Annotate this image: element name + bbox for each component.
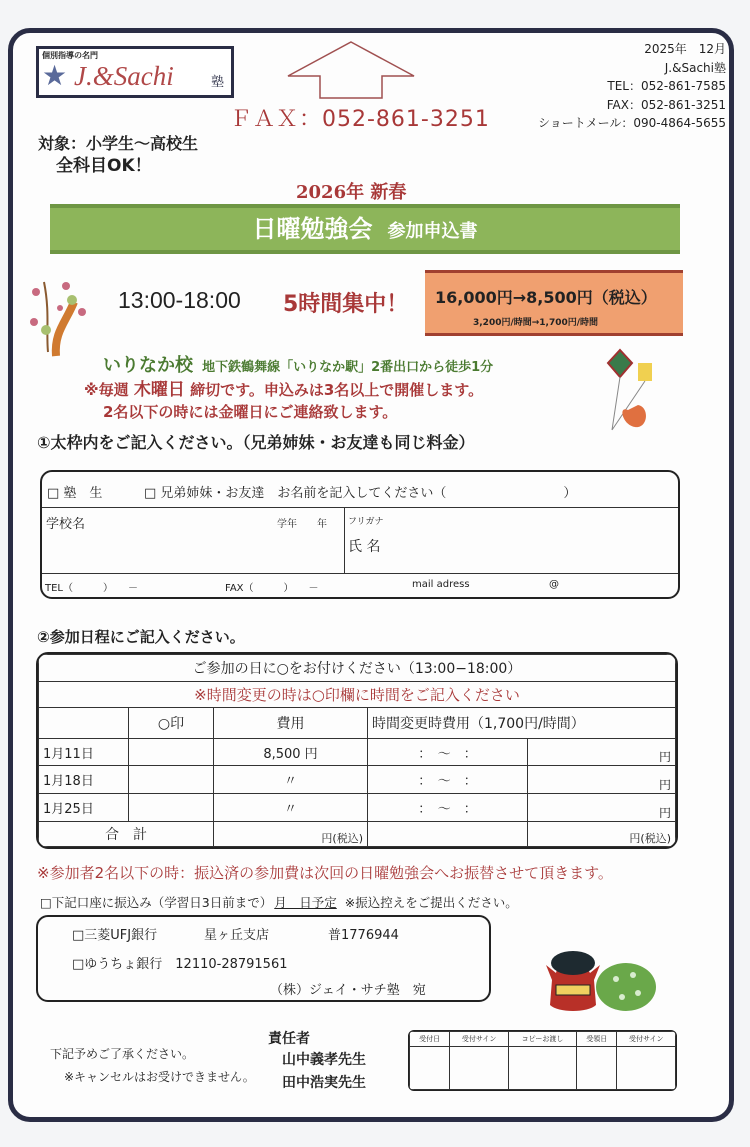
at-sign: @: [549, 579, 559, 590]
schedule-table: [36, 652, 678, 849]
grade-field[interactable]: 学年 年: [277, 519, 327, 530]
row-fee: 〃: [214, 766, 368, 794]
row-fee: 〃: [214, 794, 368, 822]
event-year: 2026年 新春: [296, 182, 407, 203]
stamp-header: 受付サイン: [450, 1032, 509, 1047]
fax-field[interactable]: FAX（ ） －: [225, 583, 319, 594]
table-row: [39, 739, 676, 766]
divider: [42, 507, 678, 508]
opt-student-checkbox[interactable]: □ 塾 生: [47, 486, 103, 501]
oni-mask-illustration: [538, 945, 663, 1015]
col-fee: 費用: [214, 708, 368, 739]
table-row: [39, 766, 676, 794]
bank1-checkbox[interactable]: □三菱UFJ銀行: [72, 928, 158, 943]
campus-name: いりなか校: [103, 355, 193, 376]
bank2-checkbox[interactable]: □ゆうちょ銀行 12110-28791561: [72, 957, 288, 972]
school-name-field[interactable]: 学校名: [46, 517, 86, 532]
schedule-title: ご参加の日に○をお付けください（13:00−18:00）: [39, 655, 676, 682]
logo-suffix: 塾: [211, 75, 225, 90]
stamp-header: コピーお渡し: [508, 1032, 576, 1047]
contact-info: [538, 40, 726, 133]
total-change-fee-cell[interactable]: 円(税込): [528, 822, 676, 847]
star-icon: ★: [42, 59, 68, 92]
transfer-warning: ※参加者2名以下の時：振込済の参加費は次回の日曜勉強会へお振替させて頂きます。: [37, 864, 613, 882]
event-title: 日曜勉強会: [252, 215, 373, 243]
section2-heading: ②参加日程にご記入ください。: [37, 628, 245, 646]
opt-sibling-checkbox[interactable]: □ 兄弟姉妹・お友達 お名前を記入してください（ ）: [144, 486, 577, 501]
up-arrow-icon: [284, 40, 418, 100]
issue-date: 2025年 12月: [644, 42, 726, 56]
mark-cell[interactable]: [129, 794, 214, 822]
school-name: J.&Sachi塾: [664, 60, 726, 75]
row-fee: 8,500 円: [214, 739, 368, 766]
col-change: 時間変更時費用（1,700円/時間）: [368, 708, 676, 739]
furigana-field[interactable]: フリガナ: [348, 517, 384, 527]
deadline-day: 木曜日: [133, 380, 185, 400]
responsible-label: 責任者: [268, 1031, 310, 1047]
transfer-date[interactable]: 月 日予定: [274, 895, 337, 910]
teacher-2: 田中浩実先生: [282, 1075, 366, 1091]
deadline-rest: 締切です。申込みは3名以上で開催します。: [190, 381, 484, 399]
five-hours: 5時間集中！: [283, 292, 409, 317]
student-info-form: [40, 470, 680, 599]
study-time: 13:00-18:00: [118, 287, 241, 313]
divider: [344, 507, 345, 573]
fax: FAX：052-861-3251: [606, 97, 726, 112]
form-title: 参加申込書: [387, 221, 478, 242]
logo-name: J.&Sachi: [74, 61, 174, 91]
table-row: [39, 794, 676, 822]
deadline-prefix: ※毎週: [84, 381, 129, 399]
logo-tagline: 個別指導の名門: [42, 51, 98, 60]
mark-cell[interactable]: [129, 766, 214, 794]
stamp-cell: [410, 1047, 450, 1090]
bank1-branch: 星ヶ丘支店: [204, 928, 270, 943]
row-date: 1月25日: [39, 794, 129, 822]
time-change-cell[interactable]: ： ～ ：: [368, 794, 528, 822]
mail-field[interactable]: mail adress: [412, 579, 470, 590]
row-date: 1月11日: [39, 739, 129, 766]
change-fee-cell[interactable]: 円: [528, 794, 676, 822]
stamp-cell: [450, 1047, 509, 1090]
tel: TEL：052-861-7585: [607, 79, 726, 93]
bank1-account: 普1776944: [328, 928, 399, 943]
kite-illustration: [600, 345, 670, 440]
payee: （株）ジェイ・サチ塾 宛: [270, 983, 426, 998]
name-field[interactable]: 氏 名: [348, 539, 381, 555]
blank-header: [39, 708, 129, 739]
plum-blossom-illustration: [26, 272, 92, 358]
section1-heading: ①太枠内をご記入ください。（兄弟姉妹・お友達も同じ料金）: [37, 433, 475, 452]
total-label: 合 計: [39, 822, 214, 847]
stamp-cell: [577, 1047, 617, 1090]
time-change-cell[interactable]: ： ～ ：: [368, 766, 528, 794]
campus-line: [103, 351, 493, 377]
row-date: 1月18日: [39, 766, 129, 794]
teacher-1: 山中義孝先生: [282, 1052, 366, 1068]
tel-field[interactable]: TEL（ ） －: [45, 583, 138, 594]
price-box: [425, 270, 683, 336]
stamp-header: 受付サイン: [617, 1032, 676, 1047]
time-change-cell[interactable]: ： ～ ：: [368, 739, 528, 766]
blank-cell: [368, 822, 528, 847]
transfer-checkbox[interactable]: □下記口座に振込み（学習日3日前まで）: [40, 895, 273, 910]
hourly-price: 3,200円/時間→1,700円/時間: [473, 318, 599, 328]
col-mark: ○印: [129, 708, 214, 739]
stamp-cell: [508, 1047, 576, 1090]
advance-note: 下記予めご了承ください。: [50, 1047, 195, 1061]
schedule-note: ※時間変更の時は○印欄に時間をご記入ください: [39, 682, 676, 708]
short-mail: ショートメール：090-4864-5655: [537, 116, 726, 130]
change-fee-cell[interactable]: 円: [528, 739, 676, 766]
title-banner: [50, 204, 680, 254]
total-row: [39, 822, 676, 847]
bank-accounts: [36, 915, 491, 1002]
all-subjects: 全科目OK！: [56, 156, 152, 176]
transfer-line: [40, 893, 518, 911]
target-audience: 対象：小学生～高校生: [38, 134, 199, 153]
transfer-note: ※振込控えをご提出ください。: [344, 895, 518, 910]
divider: [42, 573, 678, 574]
deadline-line: [84, 375, 483, 400]
change-fee-cell[interactable]: 円: [528, 766, 676, 794]
office-stamp-table: [408, 1030, 677, 1091]
campus-access: 地下鉄鶴舞線「いりなか駅」2番出口から徒歩1分: [202, 360, 494, 375]
total-fee-cell[interactable]: 円(税込): [214, 822, 368, 847]
fax-number-large: ＦＡＸ：052-861-3251: [230, 107, 490, 132]
price: 16,000円→8,500円（税込）: [435, 288, 657, 307]
cancel-policy: ※キャンセルはお受けできません。: [64, 1070, 255, 1084]
stamp-header: 受付日: [410, 1032, 450, 1047]
mark-cell[interactable]: [129, 739, 214, 766]
cancel-notice: 2名以下の時には金曜日にご連絡致します。: [103, 403, 398, 421]
stamp-header: 受領日: [577, 1032, 617, 1047]
stamp-cell: [617, 1047, 676, 1090]
logo: [36, 46, 234, 98]
